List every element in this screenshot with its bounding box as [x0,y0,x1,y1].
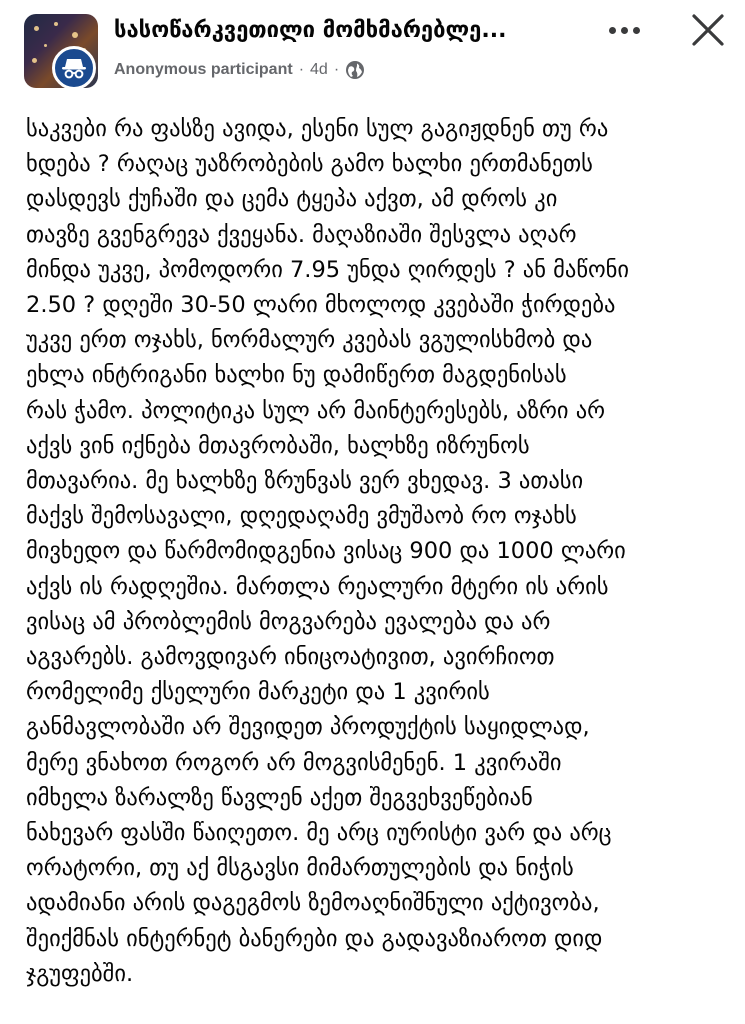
post-text-line: განმავლობაში არ შევიდეთ პროდუქტის საყიდლად, [26,714,590,741]
close-icon [688,10,728,50]
post-text-line: აქვს ვინ იქნება მთავრობაში, ხალხზე იზრუნოს [26,432,530,459]
close-button[interactable] [688,10,728,50]
globe-icon [345,60,365,80]
post-text-line: აქვს ის რადღეშია. მართლა რეალური მტერი ის არის [26,573,609,600]
post-text-line: რას ჭამო. პოლიტიკა სულ არ მაინტერესებს, აზრი არ [26,397,606,424]
post-text-line: ხდება ? რაღაც უაზრობების გამო ხალხი ერთმანეთს [26,151,593,178]
post-meta [114,60,365,80]
post-text-line: დასდევს ქუჩაში და ცემა ტყეპა აქვთ, ამ დროს კი [26,186,558,213]
post-time[interactable]: 4d [310,61,328,78]
post-text-line: მთავარია. მე ხალხზე ზრუნვას ვერ ვხედავ. 3 ათასი [26,468,584,495]
post-text-line: მაქვს შემოსავალი, დღედაღამე ვმუშაობ რო ოჯახს [26,503,577,530]
post-body [26,112,726,992]
more-options-button[interactable] [602,16,646,44]
meta-separator: · [298,61,305,78]
anonymous-avatar[interactable] [52,46,96,90]
more-options-dot [621,27,628,34]
post-text-line: ნახევარ ფასში წაიღეთო. მე არც იურისტი ვარ და არც [26,820,612,847]
incognito-icon [60,56,88,80]
post-text-line: მერე ვნახოთ როგორ არ მოგვისმენენ. 1 კვირაში [26,749,562,776]
post-header [0,0,745,100]
post-text-line: შეიქმნას ინტერნეტ ბანერები და გადავაზიაროთ დიდ [26,925,603,952]
author-name[interactable]: Anonymous participant [114,61,293,78]
group-name[interactable]: სასოწარკვეთილი მომხმარებლე... [114,18,507,43]
post-text-line: თავზე გვენგრევა ქვეყანა. მაღაზიაში შესვლა აღარ [26,221,577,248]
post-text-line: უკვე ერთ ოჯახს, ნორმალურ კვებას ვგულისხმობ და [26,327,593,354]
post-text-line: ეხლა ინტრიგანი ხალხი ნუ დამიწერთ მაგდენისას [26,362,567,389]
more-options-dot [633,27,640,34]
post-text-line: რომელიმე ქსელური მარკეტი და 1 კვირის [26,679,490,706]
post-text-line: მინდა უკვე, პომოდორი 7.95 უნდა ღირდეს ? ან მაწონი [26,256,630,283]
post-text-line: საკვები რა ფასზე ავიდა, ესენი სულ გაგიჟდნენ თუ რა [26,116,609,142]
meta-separator: · [333,61,340,78]
post-text-line: ორატორი, თუ აქ მსგავსი მიმართულების და ნიჭის [26,855,574,882]
more-options-icon [609,27,616,34]
post-text-line: ჯგუფებში. [26,960,134,987]
post-text-line: ადამიანი არის დაგეგმოს ზემოაღნიშნული აქტივობა, [26,890,600,917]
post-text-line: მივხედო და წარმომიდგენია ვისაც 900 და 1000 ლარი [26,538,626,565]
post-text-line: იმხელა ზარალზე წავლენ აქეთ შეგვეხვეწებიან [26,784,533,811]
post-text-line: აგვარებს. გამოვდივარ ინიცოატივით, ავირჩიოთ [26,644,555,671]
post-text-line: ვისაც ამ პრობლემის მოგვარება ევალება და არ [26,608,551,635]
post-text-line: 2.50 ? დღეში 30-50 ლარი მხოლოდ კვებაში ჭირდება [26,292,616,319]
